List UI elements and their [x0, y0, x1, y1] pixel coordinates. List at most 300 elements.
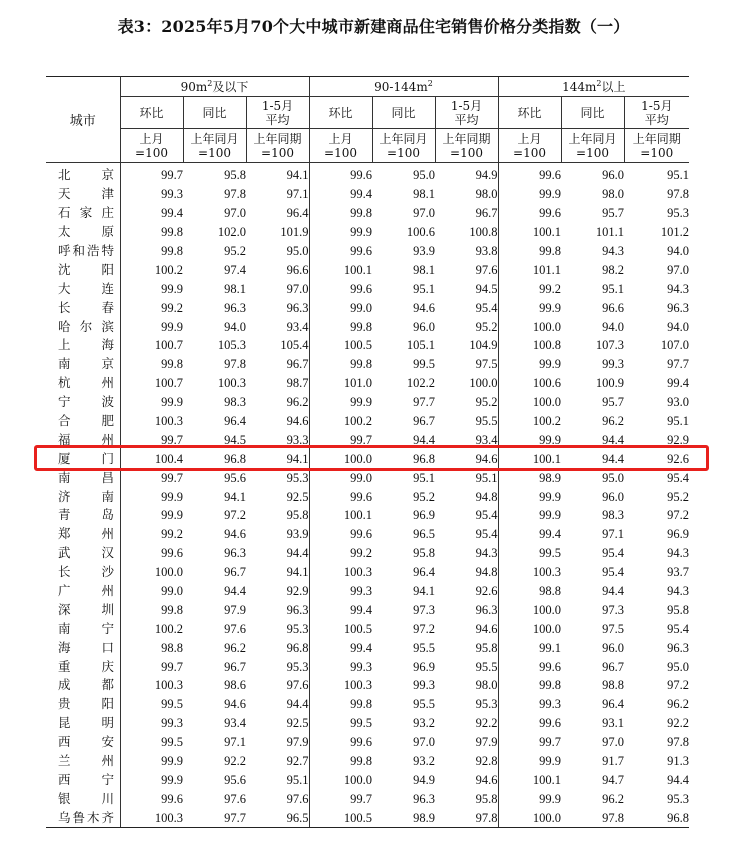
index-value: 94.0 — [667, 319, 690, 334]
city-name: 南宁 — [58, 620, 114, 636]
base-yoy: 上年同月 =100 — [372, 129, 435, 163]
table-row — [46, 223, 689, 242]
index-value: 94.0 — [602, 319, 625, 334]
index-value: 96.8 — [624, 808, 689, 827]
index-value: 100.0 — [498, 317, 561, 336]
index-value: 93.3 — [286, 432, 309, 447]
index-value: 92.9 — [286, 584, 309, 599]
table-row — [46, 676, 689, 695]
index-value: 99.7 — [120, 657, 183, 676]
index-value: 99.6 — [309, 242, 372, 261]
index-value: 99.9 — [309, 223, 372, 242]
index-value: 99.7 — [120, 163, 183, 185]
city-name: 昆明 — [58, 715, 114, 731]
index-value: 93.2 — [413, 716, 435, 731]
index-value: 99.9 — [120, 506, 183, 525]
index-value: 99.4 — [309, 600, 372, 619]
index-value: 100.2 — [498, 412, 561, 431]
index-value: 99.9 — [498, 487, 561, 506]
index-value: 100.8 — [469, 225, 498, 240]
city-name: 宁波 — [58, 394, 114, 410]
index-value: 97.7 — [413, 395, 435, 410]
index-value: 107.0 — [660, 338, 690, 353]
index-value: 95.6 — [224, 772, 246, 787]
index-value: 94.6 — [224, 697, 246, 712]
index-value: 96.2 — [602, 791, 625, 806]
index-value: 97.0 — [413, 735, 435, 750]
city-name: 广州 — [58, 583, 114, 599]
index-value: 96.0 — [602, 489, 625, 504]
table-row — [46, 279, 689, 298]
index-value: 105.3 — [217, 338, 246, 353]
index-value: 101.9 — [280, 225, 309, 240]
index-value: 99.3 — [413, 678, 435, 693]
city-name: 长沙 — [58, 564, 114, 580]
city-name: 福州 — [58, 431, 114, 447]
index-value: 99.7 — [309, 789, 372, 808]
table-row — [46, 204, 689, 223]
table-row — [46, 808, 689, 827]
index-value: 96.8 — [286, 640, 309, 655]
index-value: 100.1 — [309, 506, 372, 525]
index-value: 92.6 — [475, 584, 498, 599]
index-value: 99.8 — [309, 317, 372, 336]
index-value: 92.8 — [475, 754, 498, 769]
index-value: 92.2 — [475, 716, 498, 731]
index-value: 94.8 — [475, 489, 498, 504]
index-value: 96.5 — [246, 808, 309, 827]
index-value: 94.7 — [602, 772, 625, 787]
index-value: 96.3 — [224, 546, 246, 561]
index-value: 93.2 — [413, 754, 435, 769]
index-value: 98.9 — [372, 808, 435, 827]
index-value: 105.1 — [406, 338, 435, 353]
index-value: 94.0 — [224, 319, 246, 334]
table-row — [46, 468, 689, 487]
city-name: 郑州 — [58, 526, 114, 542]
index-value: 100.0 — [498, 600, 561, 619]
index-value: 99.3 — [309, 582, 372, 601]
index-value: 95.5 — [475, 414, 498, 429]
city-name: 武汉 — [58, 545, 114, 561]
index-value: 97.9 — [475, 735, 498, 750]
index-value: 99.7 — [120, 430, 183, 449]
index-value: 94.6 — [475, 451, 498, 466]
index-value: 97.6 — [224, 791, 246, 806]
index-value: 95.3 — [667, 206, 690, 221]
index-value: 100.0 — [498, 808, 561, 827]
index-value: 99.3 — [602, 357, 625, 372]
index-value: 95.3 — [667, 791, 690, 806]
index-value: 98.3 — [224, 395, 246, 410]
city-name: 西安 — [58, 734, 114, 750]
index-value: 98.1 — [413, 187, 435, 202]
subheader-ytd: 1-5月 平均 — [624, 97, 689, 129]
table-row — [46, 733, 689, 752]
index-value: 95.7 — [602, 395, 625, 410]
index-value: 96.3 — [667, 640, 690, 655]
index-value: 97.5 — [475, 357, 498, 372]
table-row — [46, 752, 689, 771]
index-value: 92.5 — [286, 489, 309, 504]
index-value: 97.2 — [667, 678, 690, 693]
index-value: 100.4 — [120, 449, 183, 468]
index-value: 94.6 — [475, 772, 498, 787]
index-value: 95.5 — [475, 659, 498, 674]
index-value: 94.4 — [286, 697, 309, 712]
table-row — [46, 506, 689, 525]
table-row — [46, 714, 689, 733]
table-row — [46, 449, 689, 468]
index-value: 96.0 — [602, 168, 625, 183]
index-value: 94.6 — [475, 621, 498, 636]
table-row — [46, 657, 689, 676]
index-value: 95.1 — [475, 470, 498, 485]
index-value: 97.7 — [183, 808, 246, 827]
index-value: 98.6 — [224, 678, 246, 693]
table-row — [46, 336, 689, 355]
index-value: 97.8 — [667, 187, 690, 202]
index-value: 100.2 — [120, 260, 183, 279]
index-value: 95.1 — [667, 168, 690, 183]
table-row — [46, 600, 689, 619]
index-value: 95.1 — [413, 470, 435, 485]
index-value: 96.6 — [286, 262, 309, 277]
index-value: 101.2 — [660, 225, 690, 240]
index-value: 99.6 — [498, 163, 561, 185]
index-value: 100.7 — [120, 374, 183, 393]
index-value: 99.8 — [120, 600, 183, 619]
index-value: 97.6 — [224, 621, 246, 636]
index-value: 98.9 — [498, 468, 561, 487]
index-value: 98.8 — [498, 582, 561, 601]
index-value: 94.9 — [413, 772, 435, 787]
city-name: 石家庄 — [58, 205, 114, 221]
base-yoy: 上年同月 =100 — [183, 129, 246, 163]
city-name: 重庆 — [58, 658, 114, 674]
index-value: 94.0 — [667, 244, 690, 258]
index-value: 95.4 — [667, 470, 690, 485]
index-value: 94.1 — [224, 489, 246, 504]
table-row — [46, 355, 689, 374]
index-value: 100.6 — [406, 225, 435, 240]
index-value: 100.0 — [309, 771, 372, 790]
index-value: 99.5 — [498, 544, 561, 563]
index-value: 96.4 — [224, 414, 246, 429]
city-name: 成都 — [58, 677, 114, 693]
page-title: 表3：2025年5月70个大中城市新建商品住宅销售价格分类指数（一） — [117, 17, 630, 36]
index-value: 100.0 — [498, 619, 561, 638]
index-value: 99.6 — [309, 163, 372, 185]
index-value: 99.7 — [120, 468, 183, 487]
index-value: 92.2 — [224, 754, 246, 769]
index-value: 97.2 — [667, 508, 690, 523]
table-row — [46, 487, 689, 506]
index-value: 93.4 — [224, 716, 246, 731]
index-value: 92.7 — [286, 754, 309, 769]
index-value: 99.9 — [498, 298, 561, 317]
subheader-mom: 环比 — [120, 97, 183, 129]
index-value: 96.7 — [602, 659, 625, 674]
table-row — [46, 544, 689, 563]
city-name: 北京 — [58, 167, 114, 183]
index-value: 95.1 — [667, 414, 690, 429]
index-value: 96.6 — [602, 300, 625, 315]
base-period-header-row — [46, 129, 689, 163]
index-value: 100.3 — [217, 376, 246, 391]
index-value: 95.4 — [602, 565, 625, 580]
index-value: 93.9 — [286, 527, 309, 542]
index-value: 98.7 — [286, 376, 309, 391]
index-value: 95.3 — [286, 470, 309, 485]
index-value: 95.2 — [413, 489, 435, 504]
index-value: 95.8 — [224, 168, 246, 183]
table-row — [46, 619, 689, 638]
index-value: 100.3 — [120, 412, 183, 431]
index-value: 99.6 — [309, 733, 372, 752]
index-value: 94.3 — [667, 281, 690, 296]
index-value: 100.3 — [120, 676, 183, 695]
index-value: 107.3 — [595, 338, 625, 353]
index-value: 96.2 — [667, 697, 690, 712]
index-value: 100.1 — [498, 771, 561, 790]
index-value: 100.0 — [469, 376, 498, 391]
index-value: 96.3 — [286, 602, 309, 617]
index-value: 97.8 — [667, 735, 690, 750]
index-value: 99.9 — [309, 393, 372, 412]
table-row — [46, 582, 689, 601]
index-value: 99.4 — [498, 525, 561, 544]
index-value: 96.2 — [224, 640, 246, 655]
index-value: 99.2 — [120, 525, 183, 544]
index-value: 99.3 — [120, 185, 183, 204]
table-row — [46, 260, 689, 279]
index-value: 99.9 — [120, 487, 183, 506]
index-value: 94.1 — [413, 584, 435, 599]
index-value: 96.9 — [413, 508, 435, 523]
group-header-large: $144m^2$以上 — [498, 77, 689, 97]
index-value: 99.8 — [120, 223, 183, 242]
index-value: 99.3 — [309, 657, 372, 676]
index-value: 95.4 — [475, 300, 498, 315]
index-value: 95.4 — [475, 508, 498, 523]
base-yoy: 上年同月 =100 — [561, 129, 624, 163]
index-value: 100.1 — [498, 449, 561, 468]
city-name: 合肥 — [58, 413, 114, 429]
city-name: 深圳 — [58, 601, 114, 617]
group-header-medium: $90-144m^2$ — [309, 77, 498, 97]
index-value: 96.4 — [286, 206, 309, 221]
index-value: 94.6 — [224, 527, 246, 542]
subheader-yoy: 同比 — [183, 97, 246, 129]
table-row — [46, 393, 689, 412]
index-value: 97.9 — [224, 602, 246, 617]
index-value: 91.7 — [602, 754, 625, 769]
index-value: 102.2 — [406, 376, 435, 391]
index-value: 102.0 — [217, 225, 246, 240]
index-value: 94.4 — [413, 432, 435, 447]
index-value: 97.6 — [286, 791, 309, 806]
index-value: 99.9 — [120, 771, 183, 790]
table-row — [46, 525, 689, 544]
index-value: 95.8 — [413, 546, 435, 561]
index-value: 98.0 — [475, 187, 498, 202]
index-value: 96.9 — [413, 659, 435, 674]
index-value: 97.0 — [667, 262, 690, 277]
index-value: 94.1 — [286, 451, 309, 466]
index-value: 95.8 — [475, 640, 498, 655]
index-value: 100.2 — [309, 412, 372, 431]
index-value: 94.4 — [602, 584, 625, 599]
index-value: 97.0 — [602, 735, 625, 750]
index-value: 99.5 — [120, 695, 183, 714]
index-value: 97.2 — [224, 508, 246, 523]
table-row — [46, 430, 689, 449]
table-row — [46, 317, 689, 336]
price-index-table — [46, 76, 689, 828]
index-value: 100.3 — [498, 563, 561, 582]
city-name: 长春 — [58, 299, 114, 315]
index-value: 99.8 — [309, 204, 372, 223]
subheader-ytd: 1-5月 平均 — [246, 97, 309, 129]
index-value: 94.4 — [286, 546, 309, 561]
index-value: 99.1 — [498, 638, 561, 657]
index-value: 99.9 — [120, 752, 183, 771]
index-value: 95.8 — [475, 791, 498, 806]
index-value: 100.2 — [120, 619, 183, 638]
index-value: 93.7 — [667, 565, 690, 580]
index-value: 97.1 — [602, 527, 625, 542]
index-value: 97.8 — [224, 357, 246, 372]
index-value: 100.5 — [309, 336, 372, 355]
index-value: 99.8 — [309, 355, 372, 374]
index-value: 98.0 — [602, 187, 625, 202]
index-value: 96.0 — [602, 640, 625, 655]
index-value: 101.0 — [309, 374, 372, 393]
index-type-header-row — [46, 97, 689, 129]
index-value: 94.3 — [475, 546, 498, 561]
index-value: 100.0 — [309, 449, 372, 468]
index-value: 100.3 — [309, 563, 372, 582]
index-value: 99.9 — [120, 279, 183, 298]
index-value: 94.3 — [667, 584, 690, 599]
index-value: 95.1 — [602, 281, 625, 296]
index-value: 99.2 — [498, 279, 561, 298]
index-value: 97.9 — [286, 735, 309, 750]
city-name: 乌鲁木齐 — [46, 808, 120, 827]
index-value: 99.6 — [309, 525, 372, 544]
index-value: 99.5 — [413, 357, 435, 372]
index-value: 97.0 — [224, 206, 246, 221]
index-value: 99.8 — [309, 752, 372, 771]
index-value: 98.2 — [602, 262, 625, 277]
index-value: 97.8 — [561, 808, 624, 827]
subheader-yoy: 同比 — [372, 97, 435, 129]
index-value: 101.1 — [595, 225, 625, 240]
base-ytd: 上年同期 =100 — [624, 129, 689, 163]
table-row — [46, 412, 689, 431]
index-value: 96.7 — [413, 414, 435, 429]
index-value: 96.4 — [413, 565, 435, 580]
base-mom: 上月 =100 — [120, 129, 183, 163]
city-name: 南昌 — [58, 469, 114, 485]
index-value: 99.0 — [120, 582, 183, 601]
index-value: 94.1 — [286, 565, 309, 580]
city-name: 济南 — [58, 488, 114, 504]
index-value: 100.0 — [120, 563, 183, 582]
index-value: 97.8 — [224, 187, 246, 202]
table-row — [46, 163, 689, 185]
table-row — [46, 242, 689, 261]
index-value: 99.8 — [498, 242, 561, 261]
index-value: 99.5 — [309, 714, 372, 733]
table-row — [46, 638, 689, 657]
city-name: 贵阳 — [58, 696, 114, 712]
index-value: 94.3 — [602, 244, 625, 258]
index-value: 99.6 — [120, 544, 183, 563]
index-value: 94.4 — [602, 432, 625, 447]
index-value: 96.7 — [286, 357, 309, 372]
base-mom: 上月 =100 — [498, 129, 561, 163]
index-value: 99.7 — [498, 733, 561, 752]
index-value: 95.0 — [602, 470, 625, 485]
index-value: 99.9 — [120, 317, 183, 336]
index-value: 98.0 — [475, 678, 498, 693]
index-value: 97.3 — [413, 602, 435, 617]
index-value: 96.3 — [286, 300, 309, 315]
index-value: 96.7 — [224, 565, 246, 580]
index-value: 92.9 — [667, 432, 690, 447]
index-value: 95.0 — [413, 168, 435, 183]
index-value: 100.3 — [120, 808, 183, 827]
index-value: 99.3 — [498, 695, 561, 714]
index-value: 99.8 — [120, 355, 183, 374]
index-value: 95.7 — [602, 206, 625, 221]
index-value: 94.4 — [224, 584, 246, 599]
index-value: 93.9 — [413, 244, 435, 258]
base-mom: 上月 =100 — [309, 129, 372, 163]
index-value: 95.4 — [475, 527, 498, 542]
index-value: 97.0 — [286, 281, 309, 296]
city-name: 太原 — [58, 224, 114, 240]
index-value: 93.8 — [475, 244, 498, 258]
index-value: 100.9 — [595, 376, 625, 391]
index-value: 97.1 — [224, 735, 246, 750]
index-value: 95.2 — [667, 489, 690, 504]
index-value: 95.5 — [413, 640, 435, 655]
subheader-yoy: 同比 — [561, 97, 624, 129]
city-name: 上海 — [58, 337, 114, 353]
index-value: 97.2 — [413, 621, 435, 636]
index-value: 97.7 — [667, 357, 690, 372]
index-value: 94.8 — [475, 565, 498, 580]
index-value: 93.4 — [286, 319, 309, 334]
subheader-mom: 环比 — [309, 97, 372, 129]
city-name: 青岛 — [58, 507, 114, 523]
index-value: 98.8 — [120, 638, 183, 657]
index-value: 100.5 — [309, 808, 372, 827]
index-value: 92.5 — [286, 716, 309, 731]
index-value: 100.5 — [309, 619, 372, 638]
city-column-header: 城市 — [46, 77, 120, 163]
index-value: 95.1 — [413, 281, 435, 296]
index-value: 99.3 — [120, 714, 183, 733]
index-value: 99.8 — [309, 695, 372, 714]
index-value: 100.8 — [498, 336, 561, 355]
base-ytd: 上年同期 =100 — [246, 129, 309, 163]
index-value: 100.3 — [309, 676, 372, 695]
index-value: 94.6 — [286, 414, 309, 429]
